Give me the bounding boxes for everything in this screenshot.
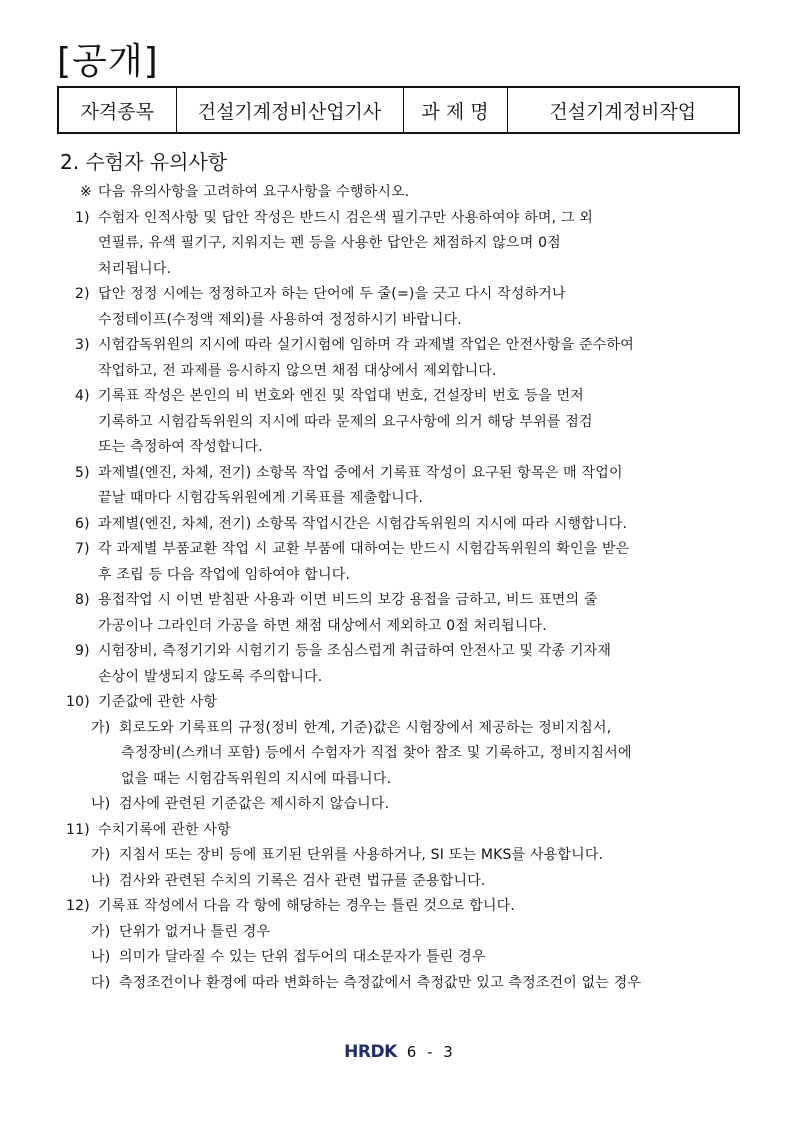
sub-item-text: 검사와 관련된 수치의 기록은 검사 관련 법규를 준용합니다.	[119, 872, 486, 889]
list-item	[0, 818, 800, 844]
item-text: 과제별(엔진, 차체, 전기) 소항목 작업시간은 시험감독위원의 지시에 따라 시행합니다.	[98, 515, 628, 532]
item-number: 2)	[75, 286, 90, 302]
sub-item-number: 가)	[91, 719, 111, 736]
item-number: 6)	[75, 515, 90, 532]
item-text: 과제별(엔진, 차체, 전기) 소항목 작업 중에서 기록표 작성이 요구된 항목은 매 작업이	[98, 464, 623, 481]
sub-item-text: 지침서 또는 장비 등에 표기된 단위를 사용하거나, SI 또는 MKS를 사용합니다.	[119, 847, 604, 863]
list-item-cont	[0, 257, 800, 283]
item-text: 끝날 때마다 시험감독위원에게 기록표를 제출합니다.	[98, 490, 424, 506]
hrdk-logo: HRDK	[344, 1042, 397, 1062]
sub-item-text: 검사에 관련된 기준값은 제시하지 않습니다.	[119, 796, 390, 812]
public-tag: [공개]	[57, 41, 159, 82]
item-number: 3)	[75, 337, 90, 353]
sub-item-cont	[0, 741, 800, 767]
item-text: 기준값에 관한 사항	[98, 694, 218, 710]
notes-body	[0, 180, 800, 996]
label-task: 과 제 명	[403, 87, 507, 133]
sub-item-text: 의미가 달라질 수 있는 단위 접두어의 대소문자가 틀린 경우	[119, 949, 486, 965]
item-text: 가공이나 그라인더 가공을 하면 채점 대상에서 제외하고 0점 처리됩니다.	[98, 617, 547, 634]
item-text: 후 조립 등 다음 작업에 임하여야 합니다.	[98, 566, 351, 583]
list-item	[0, 206, 800, 232]
intro-text: 다음 유의사항을 고려하여 요구사항을 수행하시오.	[98, 184, 410, 200]
sub-item-text: 없을 때는 시험감독위원의 지시에 따릅니다.	[121, 770, 392, 787]
sub-item	[0, 920, 800, 946]
item-text: 처리됩니다.	[98, 260, 172, 277]
list-item	[0, 384, 800, 410]
item-text: 수험자 인적사항 및 답안 작성은 반드시 검은색 필기구만 사용하여야 하며, 그 외	[98, 209, 593, 226]
item-text: 기록표 작성에서 다음 각 항에 해당하는 경우는 틀린 것으로 합니다.	[98, 898, 516, 914]
item-number: 8)	[75, 592, 90, 608]
item-text: 수정테이프(수정액 제외)를 사용하여 정정하시기 바랍니다.	[98, 311, 462, 328]
list-item	[0, 537, 800, 563]
list-item-cont	[0, 231, 800, 257]
item-text: 작업하고, 전 과제를 응시하지 않으면 채점 대상에서 제외합니다.	[98, 362, 497, 379]
info-row	[58, 87, 739, 133]
list-item	[0, 690, 800, 716]
sub-item-text: 측정장비(스캐너 포함) 등에서 수험자가 직접 찾아 참조 및 기록하고, 정비지침서에	[121, 745, 632, 761]
value-qualification: 건설기계정비산업기사	[176, 87, 403, 133]
page-footer	[0, 1042, 800, 1062]
list-item-cont	[0, 665, 800, 691]
item-text: 시험감독위원의 지시에 따라 실기시험에 임하며 각 과제별 작업은 안전사항을 준수하여	[98, 337, 634, 353]
sub-item-text: 측정조건이나 환경에 따라 변화하는 측정값에서 측정값만 있고 측정조건이 없는 경우	[119, 974, 642, 991]
item-text: 시험장비, 측정기기와 시험기기 등을 조심스럽게 취급하여 안전사고 및 각종 기자재	[98, 643, 612, 659]
item-text: 기록표 작성은 본인의 비 번호와 엔진 및 작업대 번호, 건설장비 번호 등을 먼저	[98, 388, 584, 404]
list-item	[0, 282, 800, 308]
sub-item	[0, 971, 800, 997]
item-text: 기록하고 시험감독위원의 지시에 따라 문제의 요구사항에 의거 해당 부위를 점검	[98, 413, 593, 430]
label-qualification: 자격종목	[58, 87, 176, 133]
list-item	[0, 894, 800, 920]
sub-item-text: 단위가 없거나 틀린 경우	[119, 923, 271, 940]
item-number: 1)	[75, 209, 90, 226]
list-item-cont	[0, 410, 800, 436]
list-item-cont	[0, 563, 800, 589]
intro-line	[0, 180, 800, 206]
item-number: 5)	[75, 464, 90, 481]
sub-item	[0, 945, 800, 971]
item-number: 7)	[75, 541, 90, 557]
sub-item-number: 나)	[91, 796, 111, 812]
info-table	[57, 86, 740, 134]
sub-item	[0, 716, 800, 742]
sub-item-number: 나)	[91, 949, 111, 965]
list-item-cont	[0, 435, 800, 461]
item-text: 각 과제별 부품교환 작업 시 교환 부품에 대하여는 반드시 시험감독위원의 확인을 받은	[98, 541, 630, 557]
sub-item-cont	[0, 767, 800, 793]
sub-item	[0, 792, 800, 818]
reference-mark: ※	[80, 184, 92, 200]
list-item-cont	[0, 359, 800, 385]
item-text: 손상이 발생되지 않도록 주의합니다.	[98, 668, 323, 685]
list-item	[0, 461, 800, 487]
section-title: 2. 수험자 유의사항	[60, 150, 228, 174]
sub-item-number: 가)	[91, 847, 111, 863]
sub-item-text: 회로도와 기록표의 규정(정비 한계, 기준)값은 시험장에서 제공하는 정비지침서,	[119, 719, 612, 736]
item-text: 수치기록에 관한 사항	[98, 821, 231, 838]
list-item-cont	[0, 614, 800, 640]
sub-item	[0, 869, 800, 895]
item-number: 10)	[66, 694, 90, 710]
list-item	[0, 333, 800, 359]
sub-item-number: 가)	[91, 923, 111, 940]
list-item	[0, 639, 800, 665]
sub-item	[0, 843, 800, 869]
item-text: 용접작업 시 이면 받침판 사용과 이면 비드의 보강 용접을 금하고, 비드 표면의 줄	[98, 592, 598, 608]
item-number: 9)	[75, 643, 90, 659]
item-text: 답안 정정 시에는 정정하고자 하는 단어에 두 줄(=)을 긋고 다시 작성하거나	[98, 286, 566, 302]
item-text: 또는 측정하여 작성합니다.	[98, 439, 263, 455]
list-item	[0, 588, 800, 614]
item-number: 11)	[66, 821, 90, 838]
item-text: 연필류, 유색 필기구, 지워지는 펜 등을 사용한 답안은 채점하지 않으며 0점	[98, 235, 561, 251]
value-task: 건설기계정비작업	[507, 87, 739, 133]
sub-item-number: 다)	[91, 974, 111, 991]
page-number: 6 - 3	[406, 1043, 456, 1061]
list-item-cont	[0, 308, 800, 334]
sub-item-number: 나)	[91, 872, 111, 889]
item-number: 12)	[66, 898, 90, 914]
item-number: 4)	[75, 388, 90, 404]
list-item	[0, 512, 800, 538]
list-item-cont	[0, 486, 800, 512]
